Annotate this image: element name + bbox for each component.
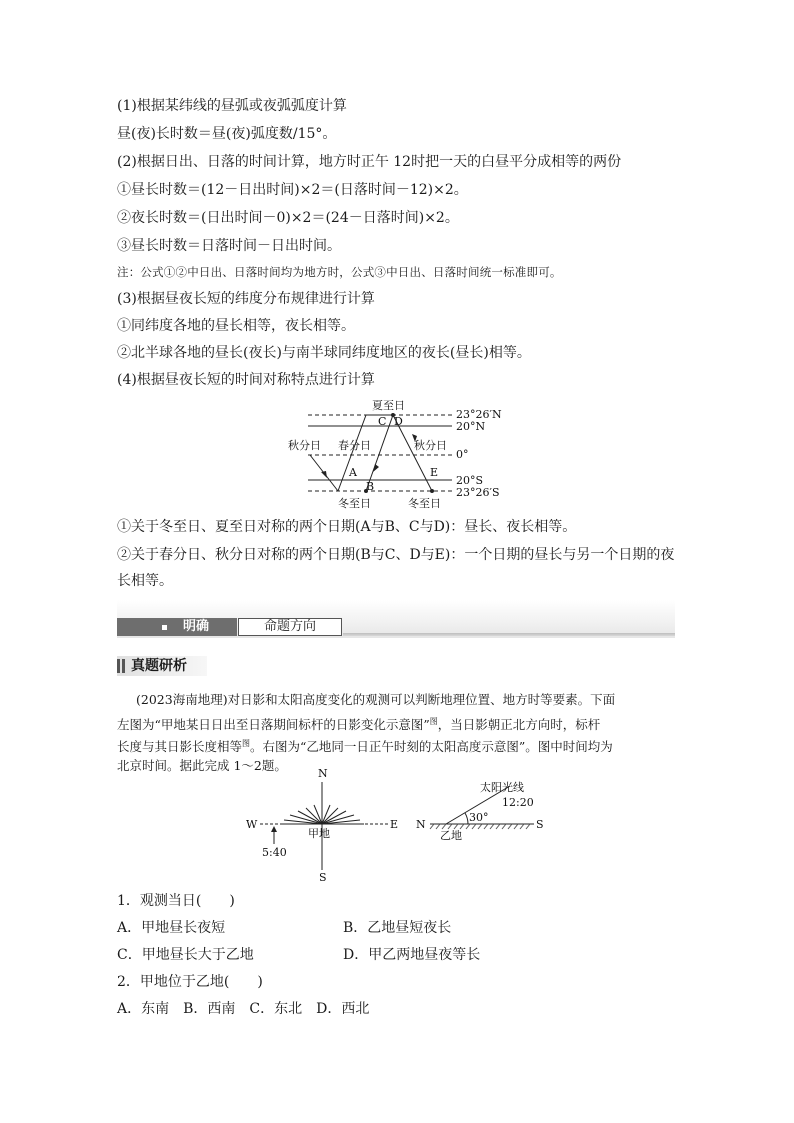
yi-n-label: N: [416, 818, 426, 831]
label-winter-solstice-left: 冬至日: [338, 497, 371, 510]
q1-option-b[interactable]: B．乙地昼短夜长: [343, 920, 452, 936]
label-lat-20s: 20°S: [456, 474, 484, 487]
shadow-altitude-diagram: [240, 764, 560, 886]
method-rule-3b: ②北半球各地的昼长(夜长)与南半球同纬度地区的夜长(昼长)相等。: [117, 345, 531, 361]
compass-e-label: E: [390, 818, 399, 831]
heading-bar-icon: [122, 659, 125, 673]
compass-n-label: N: [318, 767, 328, 780]
method-rule-3a: ①同纬度各地的昼长相等，夜长相等。: [117, 318, 355, 334]
label-winter-solstice-right: 冬至日: [408, 497, 441, 510]
sun-ray-label: 太阳光线: [480, 781, 524, 794]
method-title-1: (1)根据某纬线的昼弧或夜弧弧度计算: [117, 98, 347, 114]
symmetry-rule-1: ①关于冬至日、夏至日对称的两个日期(A与B、C与D)：昼长、夜长相等。: [117, 519, 577, 535]
label-lat-23n: 23°26′N: [456, 408, 502, 421]
method-title-3: (3)根据昼夜长短的纬度分布规律进行计算: [117, 291, 375, 307]
label-lat-20n: 20°N: [456, 420, 486, 433]
label-summer-solstice: 夏至日: [372, 399, 405, 412]
intro-line-2a: 左图为“甲地某日日出至日落期间标杆的日影变化示意图”: [117, 717, 430, 733]
label-point-d: D: [394, 415, 403, 428]
method-formula-2b: ②夜长时数＝(日出时间－0)×2＝(24－日落时间)×2。: [117, 210, 459, 226]
intro-line-1: (2023海南地理)对日影和太阳高度变化的观测可以判断地理位置、地方时等要素。下面: [136, 692, 616, 707]
method-formula-1: 昼(夜)长时数＝昼(夜)弧度数/15°。: [117, 126, 337, 142]
intro-line-3b: 。右图为“乙地同一日正午时刻的太阳高度示意图”。图中时间均为: [250, 739, 613, 755]
question-1: 1．观测当日( ): [117, 893, 235, 909]
place-yi-label: 乙地: [440, 829, 462, 842]
yi-s-label: S: [536, 818, 544, 831]
heading-real-exam: [117, 656, 207, 676]
label-point-e: E: [430, 466, 439, 479]
section-rule: [343, 633, 675, 636]
label-spring-equinox: 春分日: [338, 439, 371, 452]
q2-options[interactable]: A．东南 B．西南 C．东北 D．西北: [117, 1001, 370, 1017]
symmetry-rule-2-cont: 长相等。: [117, 573, 173, 589]
sunrise-time-label: 5:40: [262, 846, 287, 859]
label-point-a: A: [349, 466, 357, 479]
noon-time-label: 12:20: [502, 796, 534, 809]
sun-path-diagram: [280, 396, 520, 512]
section-subtitle: 命题方向: [238, 618, 342, 636]
heading-bar-icon: [117, 659, 120, 673]
method-title-2: (2)根据日出、日落的时间计算，地方时正午 12时把一天的白昼平分成相等的两份: [117, 154, 622, 170]
place-jia-label: 甲地: [308, 827, 330, 840]
compass-s-label: S: [319, 871, 327, 884]
intro-line-4: 北京时间。据此完成 1～2题。: [117, 758, 287, 773]
figure-mark-1: 图: [429, 717, 438, 726]
method-formula-2c: ③昼长时数＝日落时间－日出时间。: [117, 238, 341, 254]
section-tag: [117, 618, 237, 636]
method-note: 注：公式①②中日出、日落时间均为地方时，公式③中日出、日落时间统一标准即可。: [117, 265, 562, 279]
q1-option-a[interactable]: A．甲地昼长夜短: [117, 920, 226, 936]
intro-line-2b: ，当日影朝正北方向时，标杆: [437, 717, 601, 733]
figure-mark-2: 图: [242, 739, 251, 748]
method-formula-2a: ①昼长时数＝(12－日出时间)×2＝(日落时间－12)×2。: [117, 182, 468, 198]
q1-option-d[interactable]: D．甲乙两地昼夜等长: [343, 947, 481, 963]
section-tag-label: 明确: [183, 619, 210, 634]
q1-option-c[interactable]: C．甲地昼长大于乙地: [117, 947, 254, 963]
label-point-b: B: [366, 480, 375, 493]
label-autumn-equinox-right: 秋分日: [414, 439, 447, 452]
label-lat-equator: 0°: [456, 448, 469, 461]
label-autumn-equinox-left: 秋分日: [288, 439, 321, 452]
symmetry-rule-2: ②关于春分日、秋分日对称的两个日期(B与C、D与E)：一个日期的昼长与另一个日期的夜: [117, 547, 675, 563]
heading-label: 真题研析: [131, 658, 187, 674]
question-2: 2．甲地位于乙地( ): [117, 974, 263, 990]
label-point-c: C: [378, 415, 387, 428]
compass-w-label: W: [246, 818, 258, 831]
bullet-square-icon: [162, 625, 167, 630]
label-lat-23s: 23°26′S: [456, 486, 500, 499]
method-title-4: (4)根据昼夜长短的时间对称特点进行计算: [117, 372, 375, 388]
intro-line-3a: 长度与其日影长度相等: [117, 739, 243, 755]
sun-angle-label: 30°: [469, 811, 489, 824]
section-bar: [117, 600, 675, 638]
